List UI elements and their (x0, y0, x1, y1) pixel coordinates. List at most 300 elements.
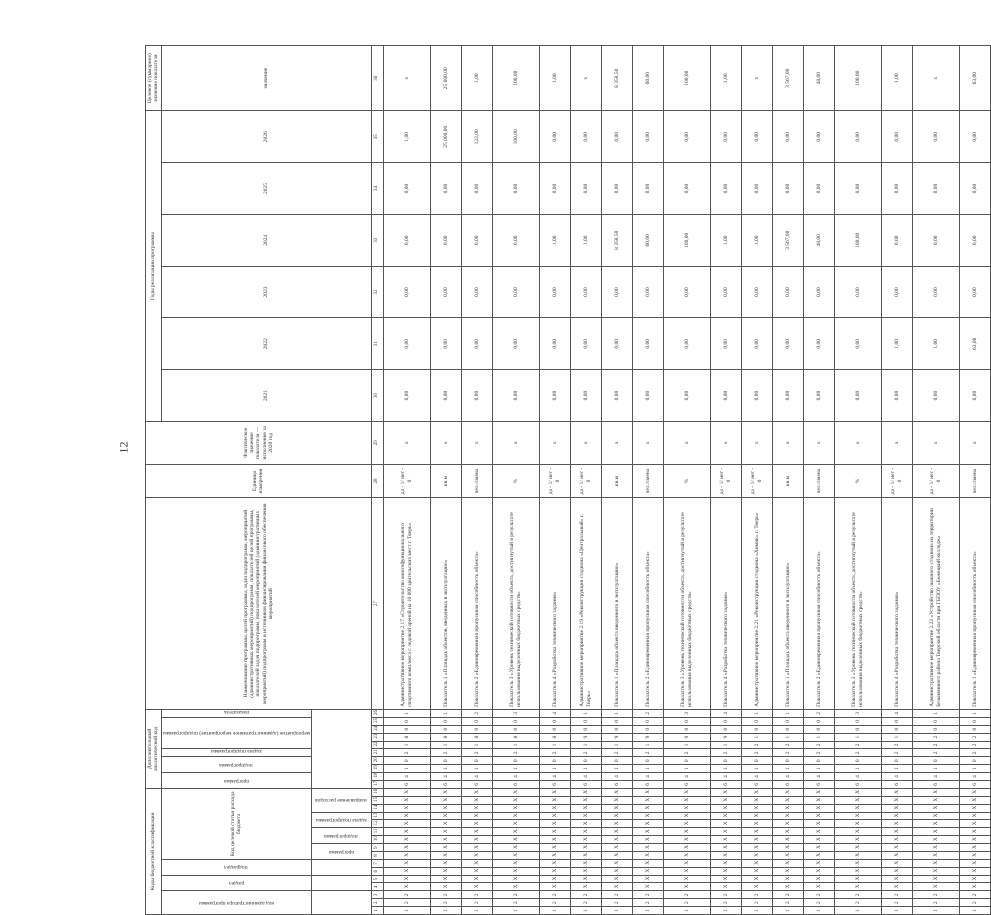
code-cell: X (601, 859, 632, 867)
code-cell: 0 (959, 717, 990, 725)
code-cell: X (741, 796, 772, 804)
row-year-value: 0,00 (881, 214, 912, 266)
code-cell: 1 (601, 907, 632, 915)
code-cell: X (383, 820, 430, 828)
code-cell: 1 (959, 907, 990, 915)
code-cell: 1 (912, 765, 959, 773)
code-cell: X (772, 796, 803, 804)
code-cell: 4 (803, 773, 834, 781)
code-cell: 2 (881, 899, 912, 907)
row-year-value: 0,00 (492, 214, 539, 266)
row-year-value: 0,00 (601, 370, 632, 422)
code-cell: 1 (632, 765, 663, 773)
code-cell: X (383, 804, 430, 812)
code-cell: 6 (632, 780, 663, 788)
code-cell: X (959, 867, 990, 875)
code-cell: 6 (959, 780, 990, 788)
code-cell: 2 (741, 891, 772, 899)
header-admin-code: код администратора программы (161, 891, 311, 915)
code-cell: X (430, 859, 461, 867)
row-name: Показатель 2 «Единовременная пропускная способность объекта» (461, 498, 492, 710)
code-cell: X (632, 867, 663, 875)
row-year-value: 0,00 (834, 318, 881, 370)
column-index-cell: 30 (371, 370, 383, 422)
rotated-table-container (145, 45, 978, 915)
code-cell: 1 (803, 765, 834, 773)
code-cell: 1 (570, 907, 601, 915)
code-cell: 1 (741, 709, 772, 717)
table-row (570, 46, 601, 915)
code-cell: X (430, 883, 461, 891)
table-row (772, 46, 803, 915)
code-cell: 1 (632, 741, 663, 749)
header-classification: Коды бюджетной классификации (146, 788, 162, 914)
code-cell: 6 (430, 780, 461, 788)
code-cell: X (881, 788, 912, 796)
code-cell: 1 (430, 709, 461, 717)
table-row (881, 46, 912, 915)
code-cell: X (741, 788, 772, 796)
row-fact: x (601, 421, 632, 464)
code-cell: X (912, 804, 959, 812)
code-cell: 0 (461, 717, 492, 725)
code-cell: 2 (461, 891, 492, 899)
code-cell: 0 (803, 717, 834, 725)
code-cell: X (492, 844, 539, 852)
program-table (145, 45, 991, 915)
row-unit: да - 1/ нет - 0 (912, 464, 959, 498)
code-cell: 4 (492, 773, 539, 781)
code-cell: 2 (632, 891, 663, 899)
row-year-value: 0,00 (663, 318, 710, 370)
row-unit: да - 1/ нет - 0 (383, 464, 430, 498)
row-year-value: 0,00 (741, 111, 772, 163)
code-cell: 0 (912, 717, 959, 725)
code-cell: 6 (492, 780, 539, 788)
code-cell: X (539, 820, 570, 828)
row-name: Показатель 3 «Уровень технической готовности объекта, достигнутый в результате использования выделенных бюджетных средств» (834, 498, 881, 710)
table-row (492, 46, 539, 915)
header-year-2022: 2022 (161, 318, 371, 370)
code-cell: X (383, 844, 430, 852)
code-cell: X (539, 812, 570, 820)
row-year-value: 0,00 (570, 318, 601, 370)
row-unit: да - 1/ нет - 0 (570, 464, 601, 498)
row-year-value: 122,00 (461, 111, 492, 163)
code-cell: X (710, 804, 741, 812)
code-cell: 2 (461, 749, 492, 757)
code-cell: 0 (570, 757, 601, 765)
code-cell: 0 (663, 717, 710, 725)
code-cell: X (539, 836, 570, 844)
code-cell: X (803, 796, 834, 804)
row-year-value: 0,00 (461, 163, 492, 215)
row-year-value: 0,00 (492, 318, 539, 370)
row-year-value: 0,00 (430, 214, 461, 266)
code-cell: 4 (539, 709, 570, 717)
code-cell: 2 (539, 891, 570, 899)
code-cell: X (772, 883, 803, 891)
code-cell: X (383, 867, 430, 875)
code-cell: 2 (383, 899, 430, 907)
code-cell: 2 (601, 749, 632, 757)
row-year-value: 0,00 (461, 214, 492, 266)
table-row (430, 46, 461, 915)
code-cell: 2 (430, 749, 461, 757)
row-year-value: 0,00 (881, 111, 912, 163)
row-target: 3 567,00 (772, 46, 803, 111)
code-cell: 6 (663, 780, 710, 788)
code-cell: 0 (881, 725, 912, 733)
code-cell: 0 (834, 717, 881, 725)
code-cell: X (570, 859, 601, 867)
row-year-value: 0,00 (741, 370, 772, 422)
column-index-cell: 23 (371, 733, 383, 741)
code-cell: 1 (430, 741, 461, 749)
row-name: Административное мероприятие 2.21 «Реконструкция стадиона «Химик» г. Тверь» (741, 498, 772, 710)
row-target: x (741, 46, 772, 111)
column-index-cell: 25 (371, 717, 383, 725)
code-cell: 4 (881, 773, 912, 781)
code-cell: 0 (570, 725, 601, 733)
row-year-value: 0,00 (959, 214, 990, 266)
code-cell: 2 (834, 741, 881, 749)
row-name: Административное мероприятие 2.17 «Строительство многофункционального спортивного комплекса с ледовой ареной на 10 000 зрительских мест г. Тверь» (383, 498, 430, 710)
row-target: 48,00 (803, 46, 834, 111)
code-cell: 4 (430, 773, 461, 781)
row-year-value: 0,00 (772, 163, 803, 215)
code-cell: X (710, 796, 741, 804)
code-cell: 4 (663, 773, 710, 781)
code-cell: X (834, 875, 881, 883)
code-cell: 0 (959, 725, 990, 733)
code-cell: 2 (803, 899, 834, 907)
code-cell: X (601, 844, 632, 852)
code-cell: X (461, 812, 492, 820)
code-cell: X (383, 812, 430, 820)
code-cell: 2 (741, 741, 772, 749)
row-year-value: 0,00 (601, 111, 632, 163)
code-cell: 1 (741, 907, 772, 915)
code-cell: 1 (912, 709, 959, 717)
code-cell: 2 (710, 749, 741, 757)
code-cell: 4 (881, 709, 912, 717)
code-cell: 0 (383, 757, 430, 765)
code-cell: 2 (663, 891, 710, 899)
row-year-value: 0,00 (383, 318, 430, 370)
row-unit: чел./смена (632, 464, 663, 498)
row-year-value: 0,00 (601, 266, 632, 318)
code-cell: X (803, 875, 834, 883)
code-cell: X (881, 875, 912, 883)
row-year-value: 0,00 (492, 163, 539, 215)
code-cell: 2 (803, 891, 834, 899)
code-cell: 2 (881, 749, 912, 757)
code-cell: X (632, 828, 663, 836)
column-index-cell: 11 (371, 828, 383, 836)
code-cell: X (601, 852, 632, 860)
code-cell: 4 (834, 773, 881, 781)
code-cell: X (570, 812, 601, 820)
row-year-value: 0,00 (772, 370, 803, 422)
table-row (912, 46, 959, 915)
row-year-value: 0,00 (881, 266, 912, 318)
code-cell: 2 (632, 709, 663, 717)
row-year-value: 0,00 (430, 163, 461, 215)
code-cell: 0 (383, 717, 430, 725)
code-cell: X (430, 820, 461, 828)
code-cell: 0 (601, 757, 632, 765)
code-cell: 2 (772, 741, 803, 749)
code-cell: 4 (912, 773, 959, 781)
row-fact: x (772, 421, 803, 464)
header-section: раздел (161, 875, 311, 891)
row-fact: x (461, 421, 492, 464)
row-unit: да - 1/ нет - 0 (741, 464, 772, 498)
code-cell: X (741, 875, 772, 883)
code-cell: X (430, 812, 461, 820)
table-row (383, 46, 430, 915)
code-cell: 2 (461, 709, 492, 717)
row-year-value: 0,00 (772, 266, 803, 318)
header-extra-code: Дополнительный аналитический код (146, 709, 162, 788)
code-cell: 2 (430, 899, 461, 907)
row-year-value: 0,00 (912, 214, 959, 266)
code-cell: X (461, 875, 492, 883)
row-year-value: 0,00 (959, 266, 990, 318)
code-cell: 8 (492, 733, 539, 741)
code-cell: 2 (430, 891, 461, 899)
header-name: Наименование программы, целей программы, задач подпрограмм, мероприятий (административных мероприятий) подпрограмм, показателей целей программы, показателей задач подпрограмм, показателей мероприятий (административных мероприятий) подпрограмм и источников финансирования финансового обеспечения мероприятий (146, 498, 372, 710)
code-cell: X (539, 788, 570, 796)
code-cell: X (663, 788, 710, 796)
column-index-cell: 36 (371, 46, 383, 111)
row-fact: x (834, 421, 881, 464)
row-year-value: 0,00 (461, 266, 492, 318)
row-fact: x (912, 421, 959, 464)
row-unit: чел./смена (959, 464, 990, 498)
code-cell: X (959, 812, 990, 820)
code-cell: X (632, 852, 663, 860)
table-row (741, 46, 772, 915)
column-index-cell: 35 (371, 111, 383, 163)
column-index-cell: 22 (371, 741, 383, 749)
code-cell: 0 (881, 717, 912, 725)
code-cell: X (772, 836, 803, 844)
header-year-2025: 2025 (161, 163, 371, 215)
header-year-2023: 2023 (161, 266, 371, 318)
code-cell: 1 (383, 765, 430, 773)
row-year-value: 0,00 (803, 163, 834, 215)
column-index-cell: 14 (371, 804, 383, 812)
code-cell: X (710, 867, 741, 875)
code-cell: X (772, 867, 803, 875)
row-year-value: 0,00 (834, 163, 881, 215)
row-year-value: 0,00 (710, 370, 741, 422)
code-cell: 9 (632, 733, 663, 741)
code-cell: X (601, 812, 632, 820)
code-cell: X (803, 844, 834, 852)
code-cell: X (601, 883, 632, 891)
code-cell: X (912, 828, 959, 836)
column-index-cell: 9 (371, 844, 383, 852)
column-index-cell: 34 (371, 163, 383, 215)
code-cell: 0 (663, 725, 710, 733)
code-cell: 4 (601, 773, 632, 781)
row-name: Показатель 4 «Разработка технического задания» (710, 498, 741, 710)
code-cell: X (959, 844, 990, 852)
column-index-cell: 1 (371, 907, 383, 915)
row-fact: x (430, 421, 461, 464)
header-program: программа (311, 844, 371, 860)
row-unit: да - 1/ нет - 0 (539, 464, 570, 498)
code-cell: X (834, 796, 881, 804)
code-cell: 2 (461, 899, 492, 907)
code-cell: 1 (959, 765, 990, 773)
code-cell: X (710, 875, 741, 883)
row-year-value: 0,00 (663, 163, 710, 215)
column-index-cell: 28 (371, 464, 383, 498)
code-cell: X (741, 883, 772, 891)
code-cell: 4 (539, 773, 570, 781)
code-cell: 0 (834, 725, 881, 733)
code-cell: X (570, 796, 601, 804)
code-cell: 0 (632, 757, 663, 765)
row-year-value: 0,00 (632, 163, 663, 215)
code-cell: 2 (539, 899, 570, 907)
column-index-cell: 20 (371, 757, 383, 765)
code-cell: 3 (834, 709, 881, 717)
code-cell: 2 (959, 741, 990, 749)
row-year-value: 0,00 (632, 266, 663, 318)
code-cell: 1 (803, 907, 834, 915)
row-year-value: 0,00 (632, 370, 663, 422)
code-cell: X (959, 828, 990, 836)
row-year-value: 0,00 (570, 163, 601, 215)
code-cell: 1 (601, 765, 632, 773)
table-row (461, 46, 492, 915)
column-index-cell: 32 (371, 266, 383, 318)
code-cell: X (632, 804, 663, 812)
code-cell: 0 (741, 717, 772, 725)
code-cell: X (803, 859, 834, 867)
row-year-value: 0,00 (741, 318, 772, 370)
row-name: Показатель 1 «Площадь объекта введенного в эксплуатацию» (772, 498, 803, 710)
header-program-code: программа (161, 773, 311, 789)
code-cell: X (430, 804, 461, 812)
code-cell: X (710, 859, 741, 867)
code-cell: X (741, 859, 772, 867)
code-cell: 2 (881, 741, 912, 749)
code-cell: X (710, 836, 741, 844)
table-row (834, 46, 881, 915)
code-cell: 0 (539, 725, 570, 733)
header-value: значение (161, 46, 371, 111)
code-cell: X (461, 859, 492, 867)
code-cell: 1 (492, 765, 539, 773)
code-cell: X (492, 828, 539, 836)
code-cell: 0 (601, 725, 632, 733)
code-cell: X (881, 859, 912, 867)
code-cell: 6 (570, 780, 601, 788)
header-measure-code: мероприятие (административное мероприятие) подпрограммы (161, 717, 311, 749)
code-cell: X (383, 883, 430, 891)
row-name: Показатель 2 «Единовременная пропускная способность объекта» (632, 498, 663, 710)
code-cell: X (912, 820, 959, 828)
row-year-value: 3 567,00 (772, 214, 803, 266)
header-target-article: Код целевой статьи расхода бюджета (161, 788, 311, 859)
code-cell: X (803, 788, 834, 796)
code-cell: 3 (492, 709, 539, 717)
code-cell: X (912, 867, 959, 875)
code-cell: X (881, 804, 912, 812)
code-cell: 2 (383, 891, 430, 899)
code-cell: X (959, 804, 990, 812)
code-cell: X (834, 836, 881, 844)
code-cell: 6 (461, 780, 492, 788)
code-cell: X (663, 812, 710, 820)
row-year-value: 0,00 (601, 163, 632, 215)
code-cell: X (492, 812, 539, 820)
row-year-value: 0,00 (912, 266, 959, 318)
code-cell: 1 (772, 709, 803, 717)
column-index-cell: 16 (371, 788, 383, 796)
code-cell: X (539, 828, 570, 836)
code-cell: 2 (912, 741, 959, 749)
code-cell: X (959, 820, 990, 828)
code-cell: X (430, 796, 461, 804)
code-cell: X (570, 788, 601, 796)
code-cell: X (539, 804, 570, 812)
code-cell: X (959, 796, 990, 804)
code-cell: X (632, 836, 663, 844)
row-year-value: 0,00 (663, 111, 710, 163)
code-cell: 4 (461, 773, 492, 781)
row-year-value: 60,00 (632, 214, 663, 266)
row-name: Показатель 3 «Уровень технической готовности объекта, достигнутый в результате использования выделенных бюджетных средств» (492, 498, 539, 710)
row-year-value: 0,00 (834, 266, 881, 318)
row-year-value: 1,00 (383, 111, 430, 163)
row-year-value: 0,00 (741, 266, 772, 318)
code-cell: 1 (492, 741, 539, 749)
code-cell: X (834, 788, 881, 796)
column-index-cell: 8 (371, 852, 383, 860)
code-cell: X (663, 836, 710, 844)
code-cell: X (570, 852, 601, 860)
code-cell: X (492, 820, 539, 828)
row-year-value: 0,00 (570, 111, 601, 163)
code-cell: 1 (539, 765, 570, 773)
code-cell: X (539, 859, 570, 867)
code-cell: 0 (772, 725, 803, 733)
code-cell: X (383, 875, 430, 883)
code-cell: 2 (492, 899, 539, 907)
code-cell: X (601, 820, 632, 828)
row-fact: x (710, 421, 741, 464)
table-body (383, 46, 990, 915)
row-target: x (570, 46, 601, 111)
row-year-value: 0,00 (959, 370, 990, 422)
code-cell: 2 (570, 899, 601, 907)
code-cell: X (430, 788, 461, 796)
code-cell: 2 (834, 749, 881, 757)
row-year-value: 0,00 (461, 370, 492, 422)
code-cell: X (383, 836, 430, 844)
code-cell: X (881, 844, 912, 852)
code-cell: 1 (881, 733, 912, 741)
code-cell: 1 (912, 907, 959, 915)
row-year-value: 0,00 (461, 318, 492, 370)
